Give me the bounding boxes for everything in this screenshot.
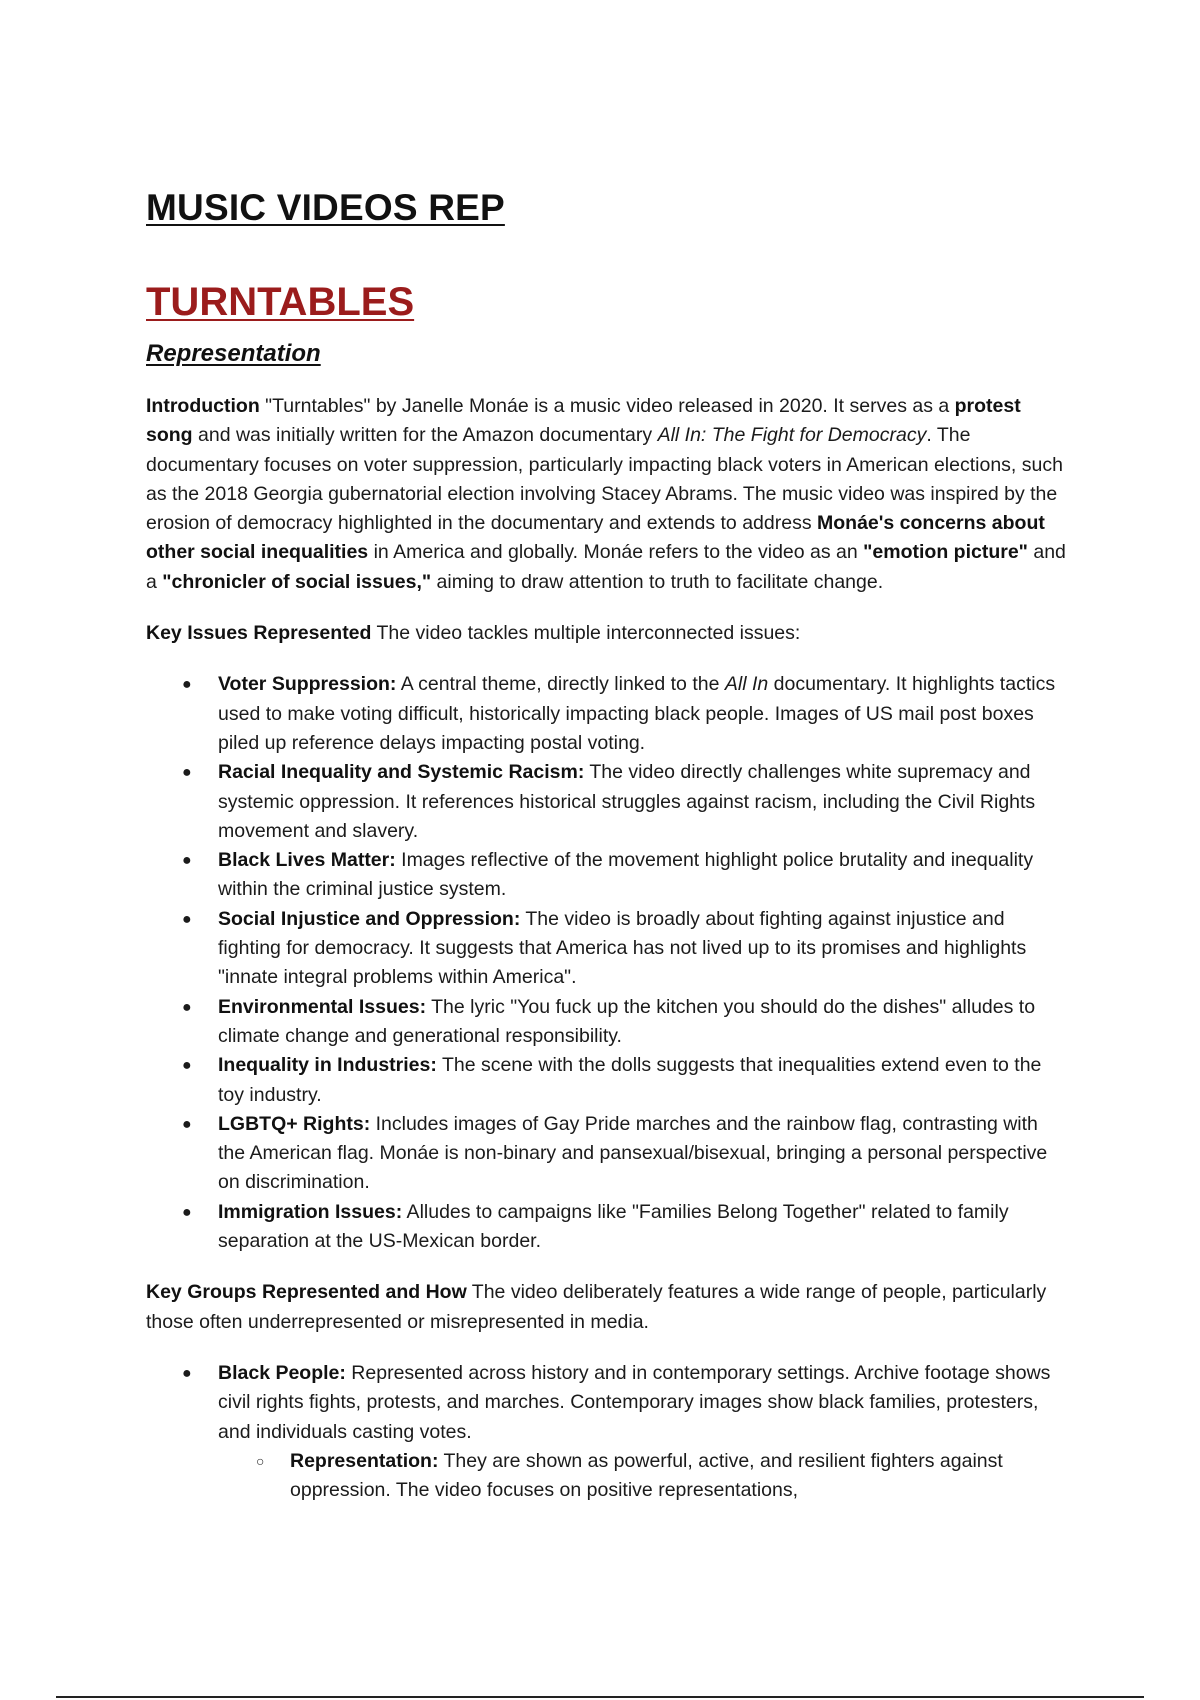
intro-text-3: . The documentary focuses on voter suppression, particularly impacting black voters in American elections, such as the 2018 Georgia gubernatorial election involving Stacey Abrams. The music video was inspired by the erosion of democracy highlighted in the documentary and extends to address <box>146 424 1063 535</box>
list-item <box>182 846 1066 905</box>
list-item <box>182 1198 1066 1257</box>
list-item <box>182 905 1066 993</box>
bullet-icon: ● <box>182 1057 192 1075</box>
key-groups-text: The video deliberately features a wide range of people, particularly those often underrepresented or misrepresented in media. <box>146 1281 1047 1333</box>
list-item-text: Represented across history and in contemporary settings. Archive footage shows civil rights fights, protests, and marches. Contemporary images show black families, protesters, and individuals casting votes. <box>218 1361 1051 1443</box>
bullet-icon: ● <box>182 676 192 694</box>
intro-text-6: aiming to draw attention to truth to facilitate change. <box>431 570 884 593</box>
bullet-icon: ● <box>182 1203 192 1221</box>
sub-list <box>218 1447 1066 1506</box>
bullet-icon: ● <box>182 852 192 870</box>
list-item-text: documentary. It highlights tactics used to make voting difficult, historically impacting black people. Images of US mail post boxes piled up reference delays impacting postal voting. <box>218 673 1056 754</box>
circle-bullet-icon: ○ <box>256 1452 265 1469</box>
intro-bold-3: "emotion picture" <box>863 541 1028 564</box>
document-title: MUSIC VIDEOS REP <box>146 187 505 228</box>
intro-text-5: and a <box>146 541 1066 593</box>
list-item-label: Social Injustice and Oppression: <box>218 907 521 930</box>
list-item-text: The lyric "You fuck up the kitchen you should do the dishes" alludes to climate change and generational responsibility. <box>218 995 1036 1047</box>
bullet-icon: ● <box>182 910 192 928</box>
bullet-icon: ● <box>182 998 192 1016</box>
key-issues-paragraph <box>146 619 1066 648</box>
list-item-label: Voter Suppression: <box>218 673 397 696</box>
list-item <box>182 993 1066 1052</box>
sub-list-item <box>256 1447 1066 1506</box>
sub-list-item-label: Representation: <box>290 1449 439 1472</box>
bullet-icon: ● <box>182 1364 192 1382</box>
intro-italic-1: All In: The Fight for Democracy <box>657 424 927 447</box>
key-issues-text: The video tackles multiple interconnected issues: <box>371 622 801 645</box>
intro-paragraph <box>146 392 1066 597</box>
key-issues-list <box>146 670 1066 1256</box>
intro-bold-1: protest song <box>146 395 1021 447</box>
list-item-label: Environmental Issues: <box>218 995 427 1018</box>
list-item <box>182 1359 1066 1505</box>
list-item-text: The video directly challenges white supremacy and systemic oppression. It references historical struggles against racism, including the Civil Rights movement and slavery. <box>218 761 1036 842</box>
key-groups-lead: Key Groups Represented and How <box>146 1281 467 1304</box>
list-item <box>182 670 1066 758</box>
list-item-label: LGBTQ+ Rights: <box>218 1112 371 1135</box>
list-item <box>182 1110 1066 1198</box>
list-item-italic: All In <box>724 673 769 696</box>
document-page <box>146 186 1066 1505</box>
page-bottom-divider <box>56 1696 1144 1698</box>
list-item-label: Inequality in Industries: <box>218 1054 437 1077</box>
bullet-icon: ● <box>182 764 192 782</box>
intro-lead: Introduction <box>146 395 260 417</box>
list-item-text: The video is broadly about fighting against injustice and fighting for democracy. It suggests that America has not lived up to its promises and highlights "innate integral problems within America". <box>218 907 1027 989</box>
list-item-label: Immigration Issues: <box>218 1200 403 1223</box>
list-item-label: Black Lives Matter: <box>218 849 396 872</box>
list-item-text: The scene with the dolls suggests that inequalities extend even to the toy industry. <box>218 1054 1042 1106</box>
list-item-label: Racial Inequality and Systemic Racism: <box>218 761 585 784</box>
subsection-title: Representation <box>146 340 321 367</box>
list-item-label: Black People: <box>218 1361 346 1384</box>
list-item-text: A central theme, directly linked to the <box>396 673 725 696</box>
sub-list-item-text: They are shown as powerful, active, and resilient fighters against oppression. The video focuses on positive representations, <box>290 1449 1003 1502</box>
key-issues-lead: Key Issues Represented <box>146 622 372 645</box>
list-item-text: Images reflective of the movement highlight police brutality and inequality within the criminal justice system. <box>218 849 1034 901</box>
section-title: TURNTABLES <box>146 280 415 324</box>
intro-bold-4: "chronicler of social issues," <box>162 570 432 593</box>
intro-bold-2: Monáe's concerns about other social inequalities <box>146 512 1045 564</box>
list-item-text: Alludes to campaigns like "Families Belong Together" related to family separation at the US-Mexican border. <box>218 1200 1009 1253</box>
list-item <box>182 1051 1066 1110</box>
intro-text-1: "Turntables" by Janelle Monáe is a music video released in 2020. It serves as a <box>259 395 955 417</box>
list-item-text: Includes images of Gay Pride marches and the rainbow flag, contrasting with the American flag. Monáe is non-binary and pansexual/bisexual, bringing a personal perspective on discrimination. <box>218 1112 1048 1194</box>
list-item <box>182 758 1066 846</box>
bullet-icon: ● <box>182 1115 192 1133</box>
key-groups-paragraph <box>146 1278 1066 1337</box>
key-groups-list <box>146 1359 1066 1505</box>
intro-text-4: in America and globally. Monáe refers to the video as an <box>368 541 864 564</box>
intro-text-2: and was initially written for the Amazon documentary <box>192 424 658 447</box>
